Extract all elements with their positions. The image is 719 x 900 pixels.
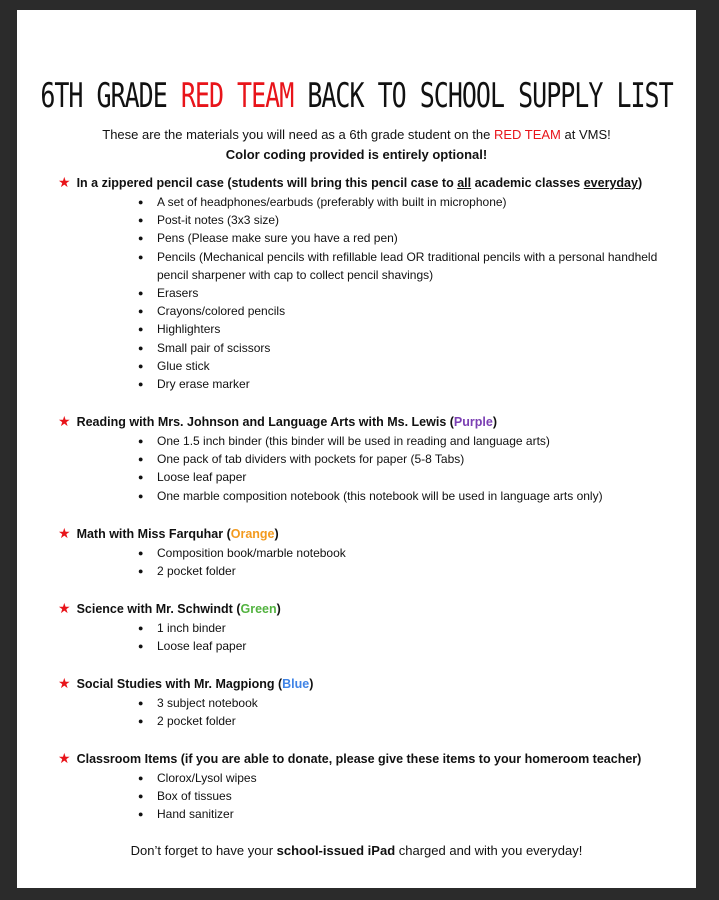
intro-red-team: RED TEAM	[493, 127, 561, 142]
heading-text: Reading with Mrs. Johnson and Language Arts with Ms. Lewis (	[76, 415, 454, 429]
footer-ipad: school-issued iPad	[276, 843, 396, 858]
color-label-purple: Purple	[453, 415, 493, 429]
intro-text	[17, 125, 696, 165]
intro-line1-pre: These are the materials you will need as a 6th grade student on the	[102, 127, 494, 142]
intro-optional-note: Color coding provided is entirely optional!	[225, 147, 488, 162]
section-heading-reading	[58, 413, 497, 430]
heading-all: all	[457, 176, 472, 190]
star-icon: ★	[58, 174, 71, 190]
title-part2: BACK TO SCHOOL SUPPLY LIST	[293, 76, 673, 116]
classroom-items-list	[138, 769, 673, 824]
list-item: ● One pack of tab dividers with pockets for paper (5-8 Tabs)	[138, 450, 673, 468]
title-part1: 6TH GRADE	[40, 76, 181, 116]
heading-text: Math with Miss Farquhar (	[76, 527, 231, 541]
list-item: ● Hand sanitizer	[138, 805, 673, 823]
heading-text: Social Studies with Mr. Magpiong (	[76, 677, 283, 691]
list-item: ● A set of headphones/earbuds (preferably with built in microphone)	[138, 193, 673, 211]
list-item: ● Crayons/colored pencils	[138, 302, 673, 320]
list-item: ● 2 pocket folder	[138, 562, 673, 580]
document-page	[17, 10, 696, 888]
heading-text-mid: academic classes	[471, 176, 584, 190]
section-heading-classroom-items	[58, 750, 641, 767]
star-icon: ★	[58, 413, 71, 429]
footer-reminder	[17, 843, 696, 858]
heading-text-end: )	[637, 176, 643, 190]
list-item: ● Small pair of scissors	[138, 339, 673, 357]
list-item: ● Composition book/marble notebook	[138, 544, 673, 562]
list-item: ● Highlighters	[138, 320, 673, 338]
section-heading-social-studies	[58, 675, 313, 692]
list-item: ● Loose leaf paper	[138, 637, 673, 655]
list-item: ● Erasers	[138, 284, 673, 302]
title-red-team: RED TEAM	[180, 76, 294, 116]
math-list	[138, 544, 673, 580]
section-heading-science	[58, 600, 281, 617]
list-item: ● Glue stick	[138, 357, 673, 375]
list-item: ● Box of tissues	[138, 787, 673, 805]
list-item: ● Pencils (Mechanical pencils with refillable lead OR traditional pencils with a personal handheld pencil sharpener with cap to collect pencil shavings)	[138, 248, 673, 284]
section-heading-pencil-case	[58, 174, 642, 191]
star-icon: ★	[58, 525, 71, 541]
heading-everyday: everyday	[583, 176, 638, 190]
intro-line-2	[17, 145, 696, 165]
section-heading-math	[58, 525, 279, 542]
list-item: ● Post-it notes (3x3 size)	[138, 211, 673, 229]
star-icon: ★	[58, 600, 71, 616]
list-item: ● One marble composition notebook (this notebook will be used in language arts only)	[138, 487, 673, 505]
list-item: ● Loose leaf paper	[138, 468, 673, 486]
heading-text: Science with Mr. Schwindt (	[76, 602, 241, 616]
intro-line1-post: at VMS!	[560, 127, 611, 142]
list-item: ● Clorox/Lysol wipes	[138, 769, 673, 787]
list-item: ● One 1.5 inch binder (this binder will be used in reading and language arts)	[138, 432, 673, 450]
heading-text-end: )	[276, 602, 281, 616]
social-studies-list	[138, 694, 673, 730]
heading-text-end: )	[309, 677, 314, 691]
star-icon: ★	[58, 750, 71, 766]
reading-list	[138, 432, 673, 505]
footer-pre: Don’t forget to have your	[130, 843, 277, 858]
list-item: ● 3 subject notebook	[138, 694, 673, 712]
heading-text-end: )	[492, 415, 497, 429]
list-item: ● 1 inch binder	[138, 619, 673, 637]
star-icon: ★	[58, 675, 71, 691]
pencil-case-list	[138, 193, 673, 393]
footer-post: charged and with you everyday!	[395, 843, 583, 858]
list-item: ● Dry erase marker	[138, 375, 673, 393]
heading-text: Classroom Items (if you are able to donate, please give these items to your homeroom teacher)	[76, 752, 642, 766]
heading-text: In a zippered pencil case (students will bring this pencil case to	[76, 176, 458, 190]
list-item: ● Pens (Please make sure you have a red pen)	[138, 229, 673, 247]
list-item: ● 2 pocket folder	[138, 712, 673, 730]
intro-line-1	[17, 125, 696, 145]
heading-text-end: )	[274, 527, 279, 541]
page-title	[17, 76, 696, 115]
color-label-orange: Orange	[230, 527, 275, 541]
science-list	[138, 619, 673, 655]
color-label-blue: Blue	[282, 677, 310, 691]
color-label-green: Green	[240, 602, 277, 616]
